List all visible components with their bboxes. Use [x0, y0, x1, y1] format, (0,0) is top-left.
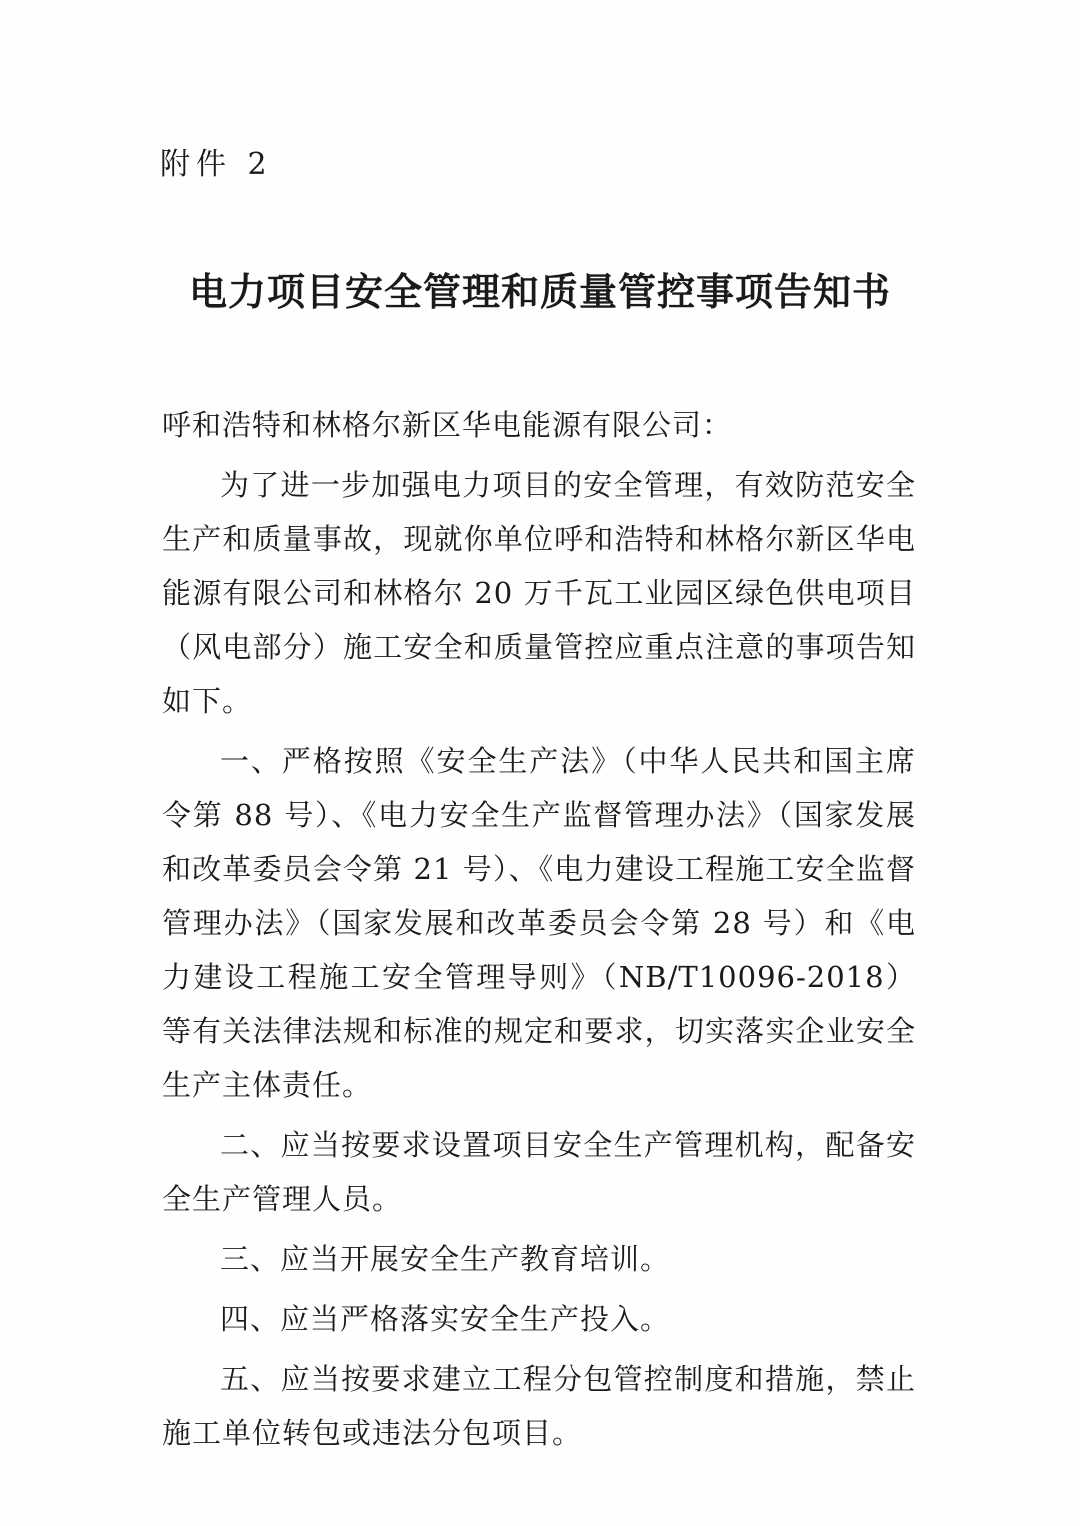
document-body — [162, 398, 916, 1466]
paragraph-intro: 为了进一步加强电力项目的安全管理，有效防范安全生产和质量事故，现就你单位呼和浩特和林格尔新区华电能源有限公司和林格尔 20 万千瓦工业园区绿色供电项目（风电部分）施工安全和质量管控应重点注意的事项告知如下。 — [162, 468, 916, 718]
addressee: 呼和浩特和林格尔新区华电能源有限公司： — [162, 408, 733, 442]
paragraph-item-5: 五、应当按要求建立工程分包管控制度和措施，禁止施工单位转包或违法分包项目。 — [162, 1362, 916, 1450]
paragraph-item-2: 二、应当按要求设置项目安全生产管理机构，配备安全生产管理人员。 — [162, 1128, 916, 1216]
attachment-label: 附件 2 — [160, 147, 273, 182]
paragraph-item-3: 三、应当开展安全生产教育培训。 — [220, 1242, 671, 1276]
paragraph-item-4: 四、应当严格落实安全生产投入。 — [220, 1302, 671, 1336]
paragraph-item-1: 一、严格按照《安全生产法》（中华人民共和国主席令第 88 号）、《电力安全生产监督管理办法》（国家发展和改革委员会令第 21 号）、《电力建设工程施工安全监督管理办法》（国家发展和改革委员会令第 28 号）和《电力建设工程施工安全管理导则》（NB/T10096-2018）等有关法律法规和标准的规定和要求，切实落实企业安全生产主体责任。 — [162, 744, 916, 1102]
document-title: 电力项目安全管理和质量管控事项告知书 — [188, 270, 891, 314]
